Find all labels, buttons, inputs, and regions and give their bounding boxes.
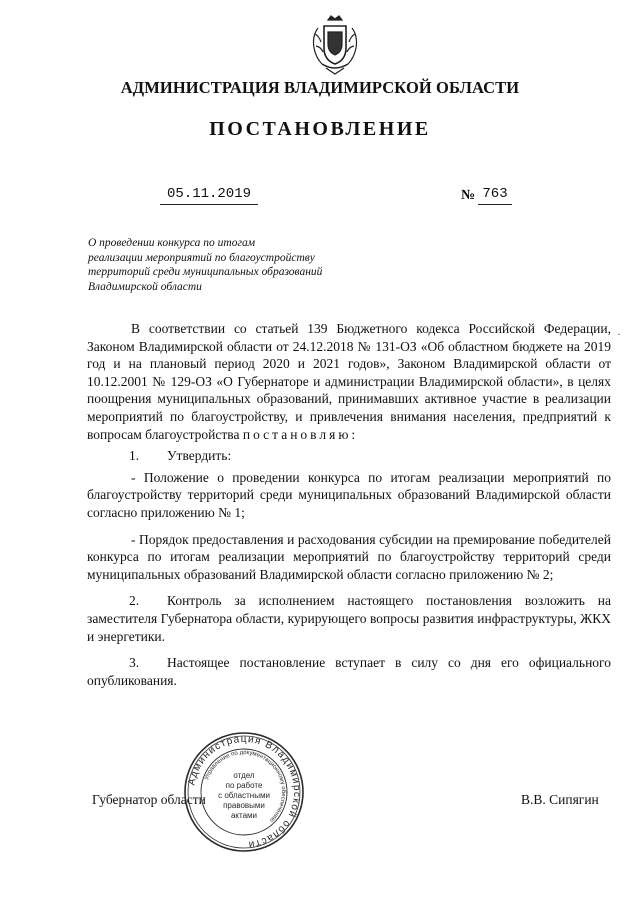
margin-mark: ·: [617, 327, 621, 341]
document-body: [87, 320, 611, 689]
document-number: 763: [478, 186, 512, 205]
subject-line: Владимирской области: [88, 280, 202, 293]
item-1-text: Утвердить:: [167, 448, 232, 464]
coat-of-arms-emblem: [308, 14, 362, 76]
stamp-inner-ring-text: Управление по документационному обеспечению: [204, 749, 287, 823]
stamp-line: отдел: [233, 771, 255, 780]
document-date: 05.11.2019: [160, 186, 258, 205]
signatory-name: В.В. Сипягин: [521, 792, 599, 807]
stamp-line: по работе: [225, 781, 263, 790]
document-type-title: ПОСТАНОВЛЕНИЕ: [209, 118, 431, 140]
item-2-text: Контроль за исполнением настоящего постановления возложить на заместителя Губернатора области, курирующего вопросы развития инфраструктуры, ЖКХ и энергетики.: [87, 593, 611, 644]
subject-line: территорий среди муниципальных образований: [88, 266, 323, 278]
item-3-text: Настоящее постановление вступает в силу со дня его официального опубликования.: [87, 655, 611, 688]
subitem-2: - Порядок предоставления и расходования субсидии на премирование победителей конкурса по итогам реализации мероприятий по благоустройству территорий среди муниципальных образований Владимирской области согласно приложению № 2;: [87, 531, 611, 582]
subject-line: О проведении конкурса по итогам: [88, 237, 256, 249]
item-2-number: 2.: [129, 593, 140, 609]
stamp-line: актами: [230, 811, 258, 820]
stamp-line: правовыми: [223, 801, 265, 810]
item-1: [87, 447, 611, 465]
organization-title: АДМИНИСТРАЦИЯ ВЛАДИМИРСКОЙ ОБЛАСТИ: [120, 78, 520, 97]
item-3-number: 3.: [129, 655, 140, 671]
item-2: [87, 592, 611, 645]
subitem-1: - Положение о проведении конкурса по итогам реализации мероприятий по благоустройству территорий среди муниципальных образований Владимирской области согласно приложению № 1;: [87, 469, 611, 520]
number-sign: №: [461, 188, 476, 203]
stamp-center-text: [208, 771, 280, 821]
item-3: [87, 654, 611, 689]
item-1-number: 1.: [129, 448, 140, 464]
decree-word: постановляю:: [242, 426, 359, 442]
signatory-title: Губернатор области: [92, 792, 206, 807]
document-subject: [88, 236, 388, 294]
intro-paragraph: [87, 320, 611, 443]
intro-text: В соответствии со статьей 139 Бюджетного кодекса Российской Федерации, Законом Владимирской области от 24.12.2018 № 131-ОЗ «Об областном бюджете на 2019 год и на плановый период 2020 и 2021 годов», Законом Владимирской области от 10.12.2001 № 129-ОЗ «О Губернаторе и администрации Владимирской области», в целях поощрения муниципальных образований, принимавших активное участие в реализации мероприятий по благоустройству, и привлечения внимания населения, предприятий к вопросам благоустройства: [87, 321, 611, 442]
subject-line: реализации мероприятий по благоустройству: [88, 251, 315, 264]
stamp-ring-text: Администрация Владимирской области: [186, 733, 303, 850]
stamp-line: с областными: [218, 791, 270, 800]
